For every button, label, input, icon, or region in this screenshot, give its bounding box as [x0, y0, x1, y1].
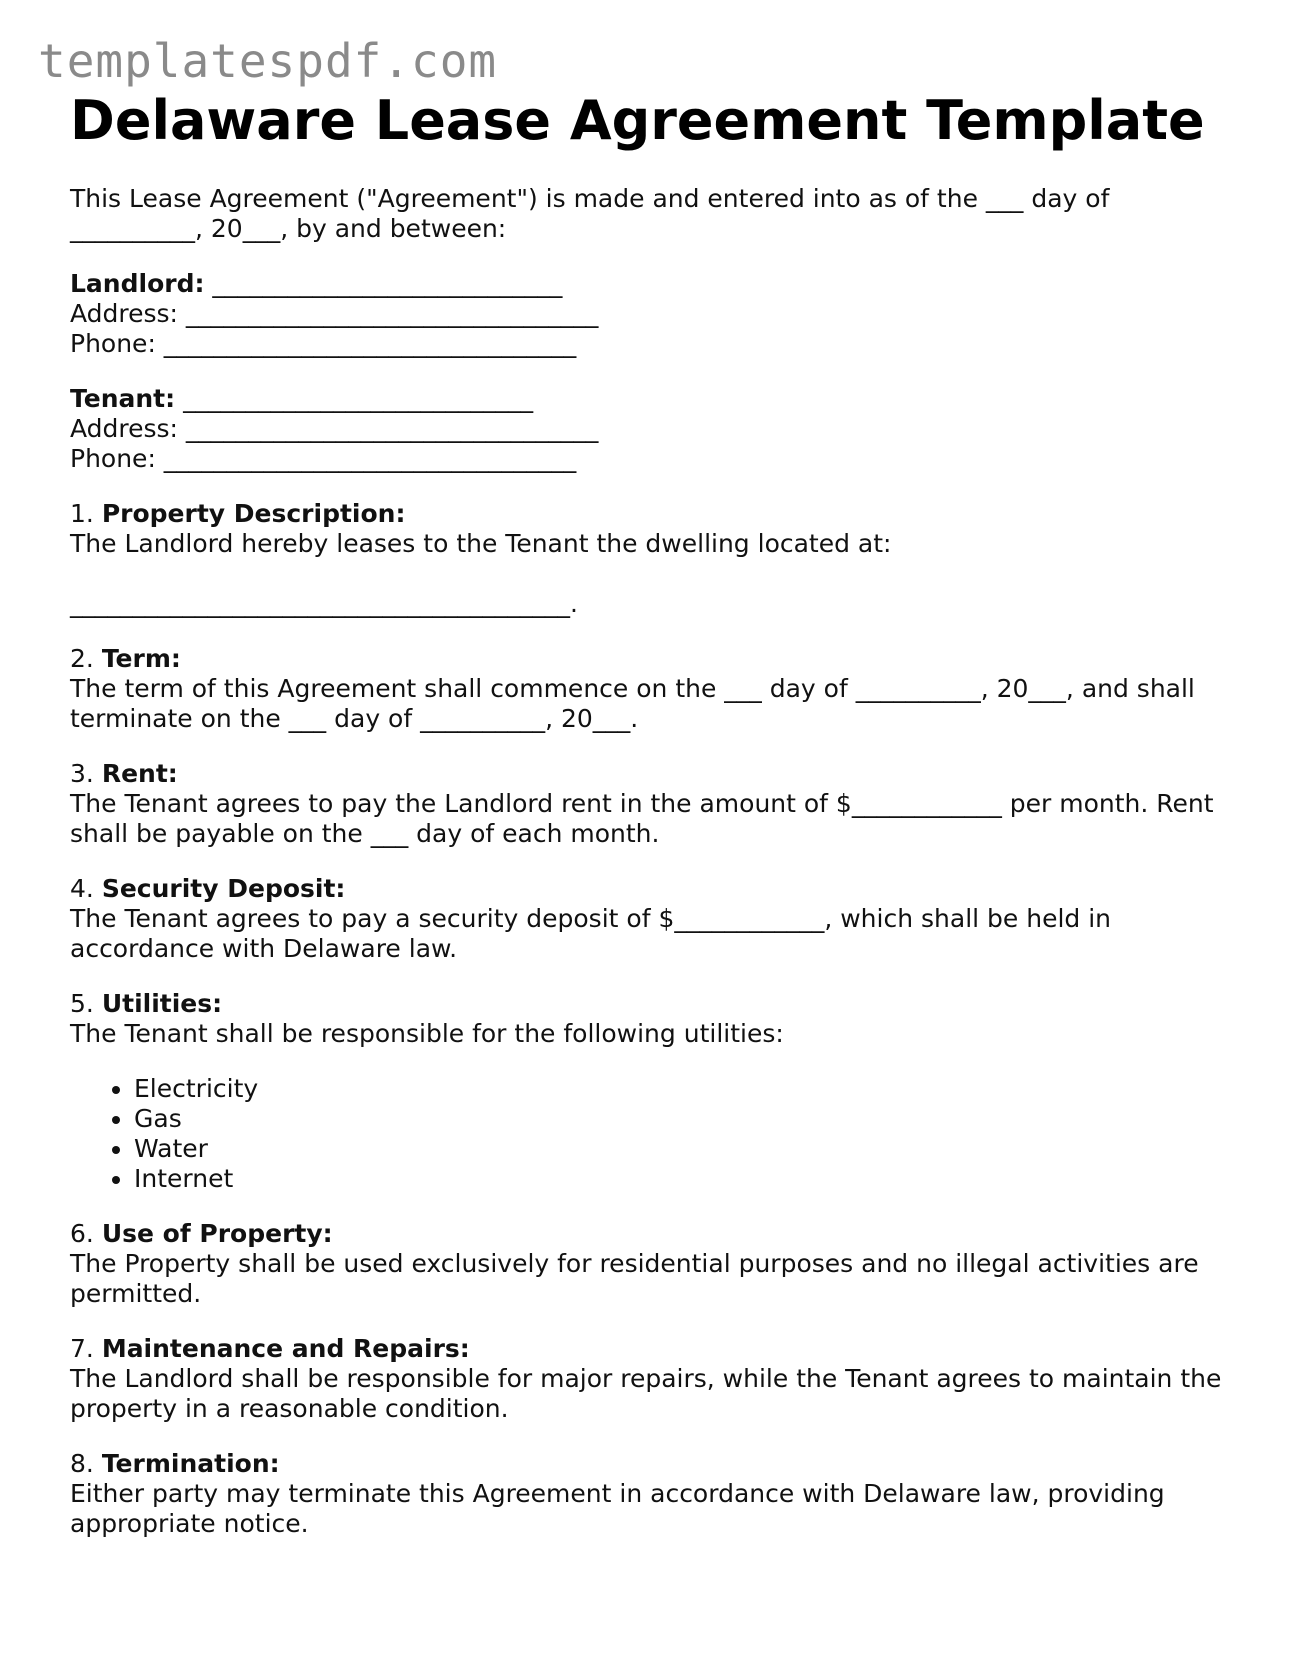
section-security-deposit — [70, 874, 1230, 964]
section-text: The Tenant shall be responsible for the following utilities: — [70, 1019, 784, 1048]
tenant-name-blank: ____________________________ — [183, 384, 534, 413]
section-number: 1. — [70, 499, 94, 528]
section-number: 4. — [70, 874, 94, 903]
section-heading: Property Description: — [101, 499, 406, 528]
section-heading: Security Deposit: — [101, 874, 346, 903]
section-number: 6. — [70, 1219, 94, 1248]
section-heading: Use of Property: — [101, 1219, 333, 1248]
utilities-list — [70, 1074, 1230, 1194]
section-text: The Landlord hereby leases to the Tenant the dwelling located at: — [70, 529, 892, 558]
list-item: • Gas — [134, 1104, 1230, 1134]
section-heading: Maintenance and Repairs: — [101, 1334, 470, 1363]
page-title: Delaware Lease Agreement Template — [70, 89, 1205, 152]
section-number: 3. — [70, 759, 94, 788]
section-rent — [70, 759, 1230, 849]
section-term — [70, 644, 1230, 734]
list-item: • Internet — [134, 1164, 1230, 1194]
tenant-label: Tenant: — [70, 384, 176, 413]
list-item: • Electricity — [134, 1074, 1230, 1104]
section-text: The Tenant agrees to pay the Landlord rent in the amount of $____________ per month. Rent shall be payable on the ___ day of each month. — [70, 789, 1214, 848]
tenant-phone: Phone: _________________________________ — [70, 444, 577, 473]
section-use-of-property — [70, 1219, 1230, 1309]
section-heading: Term: — [101, 644, 181, 673]
section-text: The Tenant agrees to pay a security deposit of $____________, which shall be held in accordance with Delaware law. — [70, 904, 1112, 963]
section-utilities — [70, 989, 1230, 1194]
list-item: • Water — [134, 1134, 1230, 1164]
section-maintenance — [70, 1334, 1230, 1424]
document-body — [70, 184, 1230, 1564]
section-number: 7. — [70, 1334, 94, 1363]
watermark: templatespdf.com — [38, 34, 498, 88]
landlord-address: Address: _________________________________ — [70, 299, 599, 328]
landlord-name-blank: ____________________________ — [212, 269, 563, 298]
section-number: 8. — [70, 1449, 94, 1478]
tenant-address: Address: _________________________________ — [70, 414, 599, 443]
section-text: The Landlord shall be responsible for major repairs, while the Tenant agrees to maintain the property in a reasonable condition. — [70, 1364, 1222, 1423]
section-text: Either party may terminate this Agreement in accordance with Delaware law, providing appropriate notice. — [70, 1479, 1165, 1538]
section-number: 2. — [70, 644, 94, 673]
section-property-description — [70, 499, 1230, 619]
landlord-block — [70, 269, 1230, 359]
landlord-label: Landlord: — [70, 269, 205, 298]
section-heading: Termination: — [101, 1449, 280, 1478]
intro-paragraph: This Lease Agreement ("Agreement") is made and entered into as of the ___ day of __________, 20___, by and between: — [70, 184, 1110, 243]
section-heading: Utilities: — [101, 989, 223, 1018]
section-text: The term of this Agreement shall commence on the ___ day of __________, 20___, and shall terminate on the ___ day of __________, 20___. — [70, 674, 1195, 733]
section-number: 5. — [70, 989, 94, 1018]
tenant-block — [70, 384, 1230, 474]
landlord-phone: Phone: _________________________________ — [70, 329, 577, 358]
section-text: The Property shall be used exclusively for residential purposes and no illegal activities are permitted. — [70, 1249, 1199, 1308]
section-termination — [70, 1449, 1230, 1539]
address-blank: ________________________________________. — [70, 589, 578, 618]
section-heading: Rent: — [101, 759, 178, 788]
